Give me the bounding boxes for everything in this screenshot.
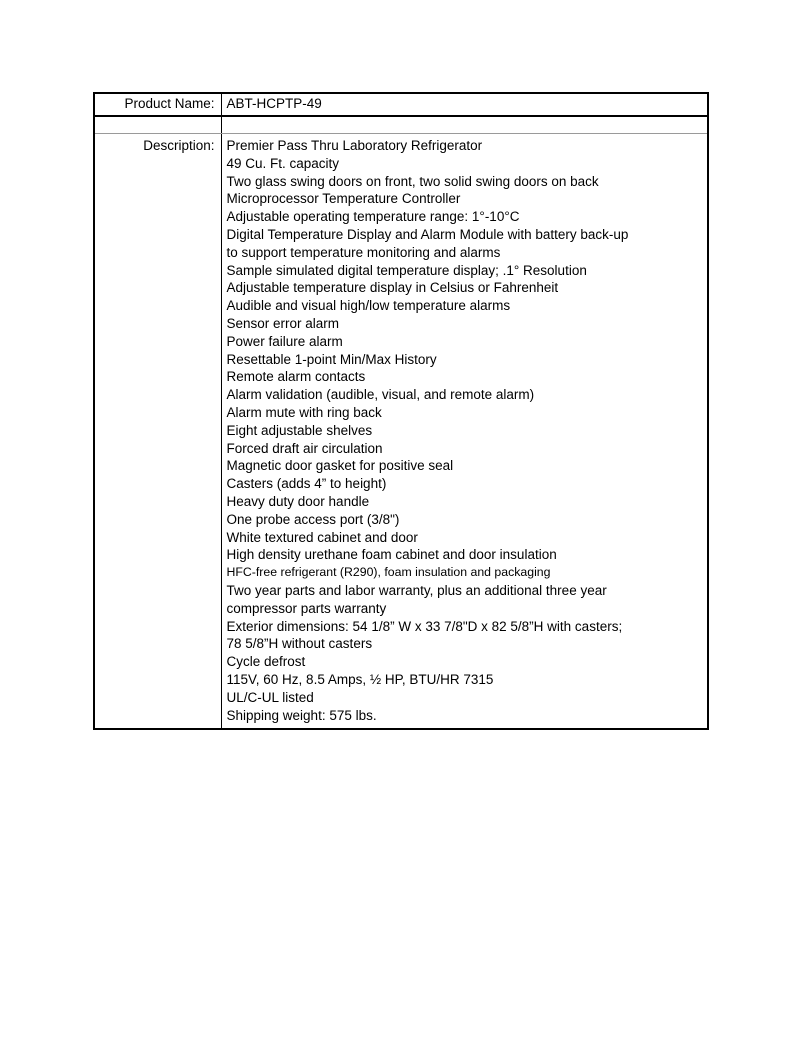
description-line: Microprocessor Temperature Controller bbox=[226, 191, 461, 207]
description-line: UL/C-UL listed bbox=[226, 689, 314, 705]
description-line: Audible and visual high/low temperature alarms bbox=[226, 298, 511, 314]
spacer-value-cell bbox=[221, 116, 708, 134]
description-line: Sample simulated digital temperature display; .1° Resolution bbox=[226, 262, 587, 278]
description-label-cell bbox=[94, 134, 221, 730]
description-line: to support temperature monitoring and alarms bbox=[226, 244, 501, 260]
description-line: 115V, 60 Hz, 8.5 Amps, ½ HP, BTU/HR 7315 bbox=[226, 671, 494, 687]
description-line: Heavy duty door handle bbox=[226, 493, 370, 509]
description-line: Alarm mute with ring back bbox=[226, 404, 382, 420]
table-row-spacer bbox=[94, 116, 708, 134]
description-line: Eight adjustable shelves bbox=[226, 422, 373, 438]
description-line: 49 Cu. Ft. capacity bbox=[226, 155, 340, 171]
product-name-value-cell bbox=[221, 93, 708, 116]
description-line: High density urethane foam cabinet and door insulation bbox=[226, 547, 557, 563]
product-spec-table bbox=[93, 92, 709, 730]
description-line: Remote alarm contacts bbox=[226, 369, 366, 385]
description-line: Exterior dimensions: 54 1/8” W x 33 7/8"D x 82 5/8”H with casters; bbox=[226, 618, 623, 634]
description-line: Shipping weight: 575 lbs. bbox=[226, 707, 377, 723]
product-name-value: ABT-HCPTP-49 bbox=[226, 96, 322, 111]
description-line: Sensor error alarm bbox=[226, 315, 340, 331]
description-line: One probe access port (3/8") bbox=[226, 511, 400, 527]
table-row-description bbox=[94, 134, 708, 730]
description-line: 78 5/8”H without casters bbox=[226, 636, 373, 652]
description-line: Adjustable temperature display in Celsius or Fahrenheit bbox=[226, 280, 559, 296]
description-line: Cycle defrost bbox=[226, 654, 306, 670]
description-line: Two glass swing doors on front, two solid swing doors on back bbox=[226, 173, 599, 189]
product-name-label: Product Name: bbox=[124, 96, 215, 111]
spacer-label-cell bbox=[94, 116, 221, 134]
description-line: Forced draft air circulation bbox=[226, 440, 383, 456]
description-line-list bbox=[227, 137, 705, 724]
description-line: Casters (adds 4” to height) bbox=[226, 476, 387, 492]
description-line: HFC-free refrigerant (R290), foam insulation and packaging bbox=[226, 565, 551, 580]
description-line: Premier Pass Thru Laboratory Refrigerator bbox=[226, 138, 483, 153]
description-line: Two year parts and labor warranty, plus an additional three year bbox=[226, 582, 607, 598]
description-line: Power failure alarm bbox=[226, 333, 343, 349]
description-line: White textured cabinet and door bbox=[226, 529, 418, 545]
description-line: Adjustable operating temperature range: 1°-10°C bbox=[226, 209, 520, 225]
description-label: Description: bbox=[143, 138, 215, 153]
description-line: Digital Temperature Display and Alarm Module with battery back-up bbox=[226, 226, 629, 242]
description-line: Resettable 1-point Min/Max History bbox=[226, 351, 437, 367]
description-line: compressor parts warranty bbox=[226, 600, 387, 616]
table-row-product-name bbox=[94, 93, 708, 116]
description-line: Alarm validation (audible, visual, and remote alarm) bbox=[226, 387, 535, 403]
description-line: Magnetic door gasket for positive seal bbox=[226, 458, 454, 474]
description-value-cell bbox=[221, 134, 708, 730]
product-name-label-cell bbox=[94, 93, 221, 116]
